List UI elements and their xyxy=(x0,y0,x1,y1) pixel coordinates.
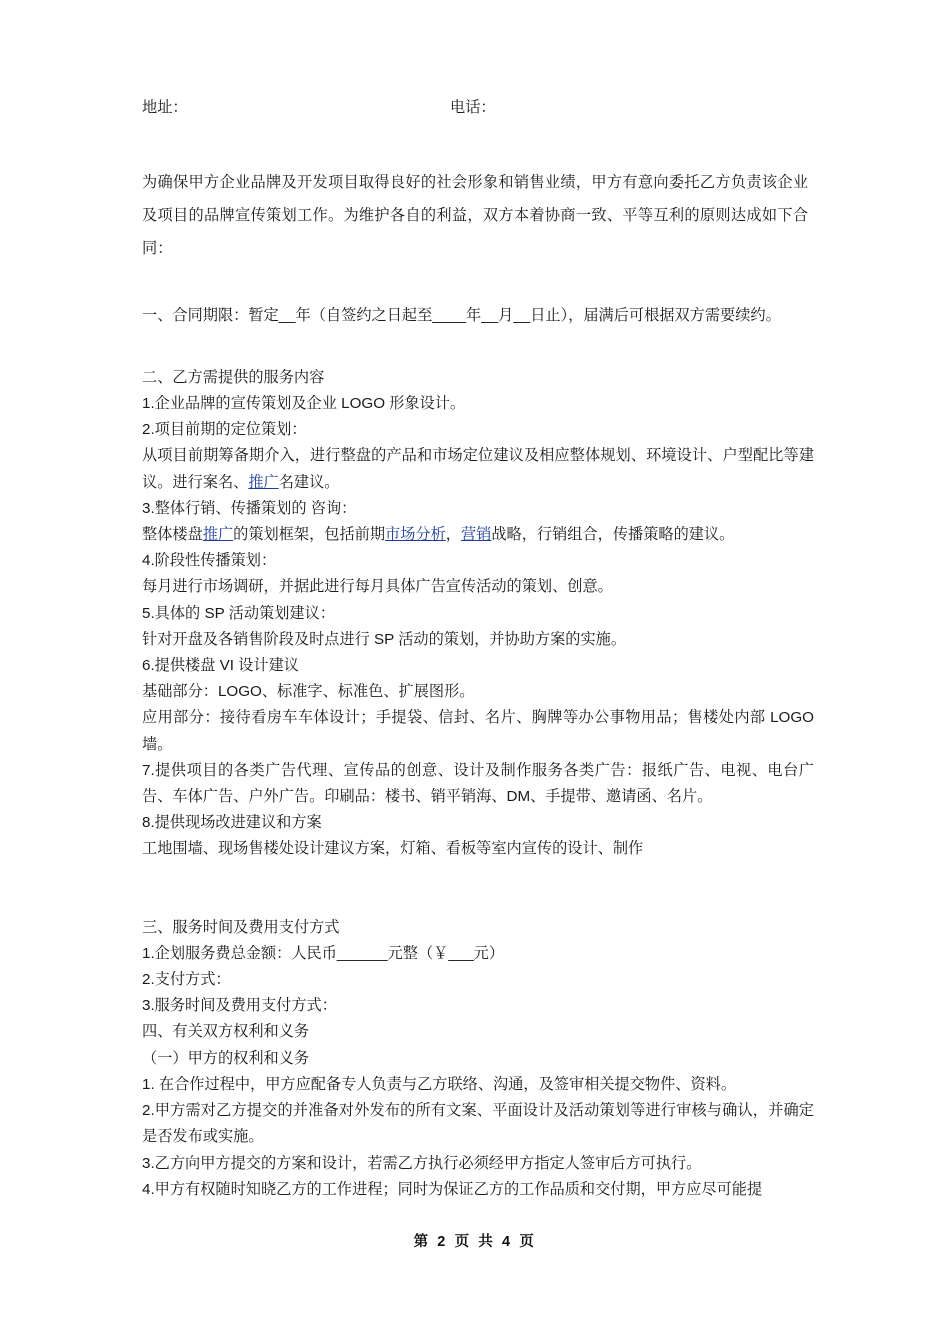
section-4-heading: 四、有关双方权利和义务 xyxy=(142,1023,310,1041)
spacer xyxy=(142,332,808,365)
section-3-item-1: 1.企划服务费总金额：人民币______元整（￥___元） xyxy=(142,944,505,962)
item3-text-b: 的策划框架，包括前期 xyxy=(233,526,385,544)
section-4-item-3: 3.乙方向甲方提交的方案和设计，若需乙方执行必须经甲方指定人签审后方可执行。 xyxy=(142,1154,702,1172)
section-2-item-2-title: 2.项目前期的定位策划： xyxy=(142,421,307,439)
item3-text-c: ， xyxy=(445,526,461,544)
section-1-term: 一、合同期限：暂定__年（自签约之日起至____年__月__日止），届满后可根据双方需要续约。 xyxy=(142,306,781,324)
section-2-item-4-body: 每月进行市场调研，并据此进行每月具体广告宣传活动的策划、创意。 xyxy=(142,578,613,596)
section-4-sub-1-heading: （一）甲方的权利和义务 xyxy=(142,1049,310,1067)
section-2-item-5-title: 5.具体的 SP 活动策划建议： xyxy=(142,604,335,622)
intro-paragraph: 为确保甲方企业品牌及开发项目取得良好的社会形象和销售业绩，甲方有意向委托乙方负责该企业及项目的品牌宣传策划工作。为维护各自的利益，双方本着协商一致、平等互利的原则达成如下合同： xyxy=(142,174,808,258)
document-body xyxy=(142,96,814,1203)
section-3-item-3: 3.服务时间及费用支付方式： xyxy=(142,997,337,1015)
phone-label: 电话： xyxy=(450,99,496,116)
link-yingxiao[interactable]: 营销 xyxy=(460,526,492,544)
link-tuiguang-2[interactable]: 推广 xyxy=(202,526,234,544)
contact-row xyxy=(142,96,808,126)
section-3-heading: 三、服务时间及费用支付方式 xyxy=(142,918,340,936)
address-label: 地址： xyxy=(142,99,188,116)
section-2-item-3-body xyxy=(142,522,814,548)
section-2-item-7: 7.提供项目的各类广告代理、宣传品的创意、设计及制作服务各类广告：报纸广告、电视、电台广告、车体广告、户外广告。印刷品：楼书、销平销海、DM、手提带、邀请函、名片。 xyxy=(142,761,814,806)
section-2-item-4-title: 4.阶段性传播策划： xyxy=(142,552,277,570)
section-2-item-1: 1.企业品牌的宣传策划及企业 LOGO 形象设计。 xyxy=(142,395,466,413)
section-2-item-6-applied: 应用部分：接待看房车车体设计；手提袋、信封、名片、胸牌等办公事物用品；售楼处内部 LOGO 墙。 xyxy=(142,709,814,753)
section-2-item-8-title: 8.提供现场改进建议和方案 xyxy=(142,814,322,832)
link-tuiguang-1[interactable]: 推广 xyxy=(248,473,279,491)
spacer xyxy=(142,266,808,299)
item3-text-a: 整体楼盘 xyxy=(142,526,203,544)
section-2-heading: 二、乙方需提供的服务内容 xyxy=(142,368,325,386)
section-4-item-2: 2.甲方需对乙方提交的并准备对外发布的所有文案、平面设计及活动策划等进行审核与确认，并确定是否发布或实施。 xyxy=(142,1102,814,1146)
section-3-item-2: 2.支付方式： xyxy=(142,971,231,989)
section-2-item-6-title: 6.提供楼盘 VI 设计建议 xyxy=(142,657,299,675)
section-2-item-6-basic: 基础部分：LOGO、标准字、标准色、扩展图形。 xyxy=(142,683,475,701)
item2-text-b: 名建议。 xyxy=(278,473,340,491)
item3-text-d: 战略，行销组合，传播策略的建议。 xyxy=(491,526,735,544)
spacer xyxy=(142,126,808,166)
section-4-item-1: 1. 在合作过程中，甲方应配备专人负责与乙方联络、沟通，及签审相关提交物件、资料。 xyxy=(142,1075,737,1093)
page-footer: 第 2 页 共 4 页 xyxy=(413,1234,537,1250)
section-4-item-4: 4.甲方有权随时知晓乙方的工作进程；同时为保证乙方的工作品质和交付期，甲方应尽可能提 xyxy=(142,1180,763,1198)
section-2-item-2-body xyxy=(142,443,814,495)
link-shichangfenxi[interactable]: 市场分析 xyxy=(385,526,446,544)
spacer xyxy=(142,863,808,915)
section-2-item-8-body: 工地围墙、现场售楼处设计建议方案，灯箱、看板等室内宣传的设计、制作 xyxy=(142,840,644,858)
section-2-item-3-title: 3.整体行销、传播策划的 咨询： xyxy=(142,499,357,517)
section-2-item-5-body: 针对开盘及各销售阶段及时点进行 SP 活动的策划，并协助方案的实施。 xyxy=(142,630,627,648)
item2-text-a: 从项目前期筹备期介入，进行整盘的产品和市场定位建议及相应整体规划、环境设计、户型配比等建议。进行案名、 xyxy=(142,447,814,491)
